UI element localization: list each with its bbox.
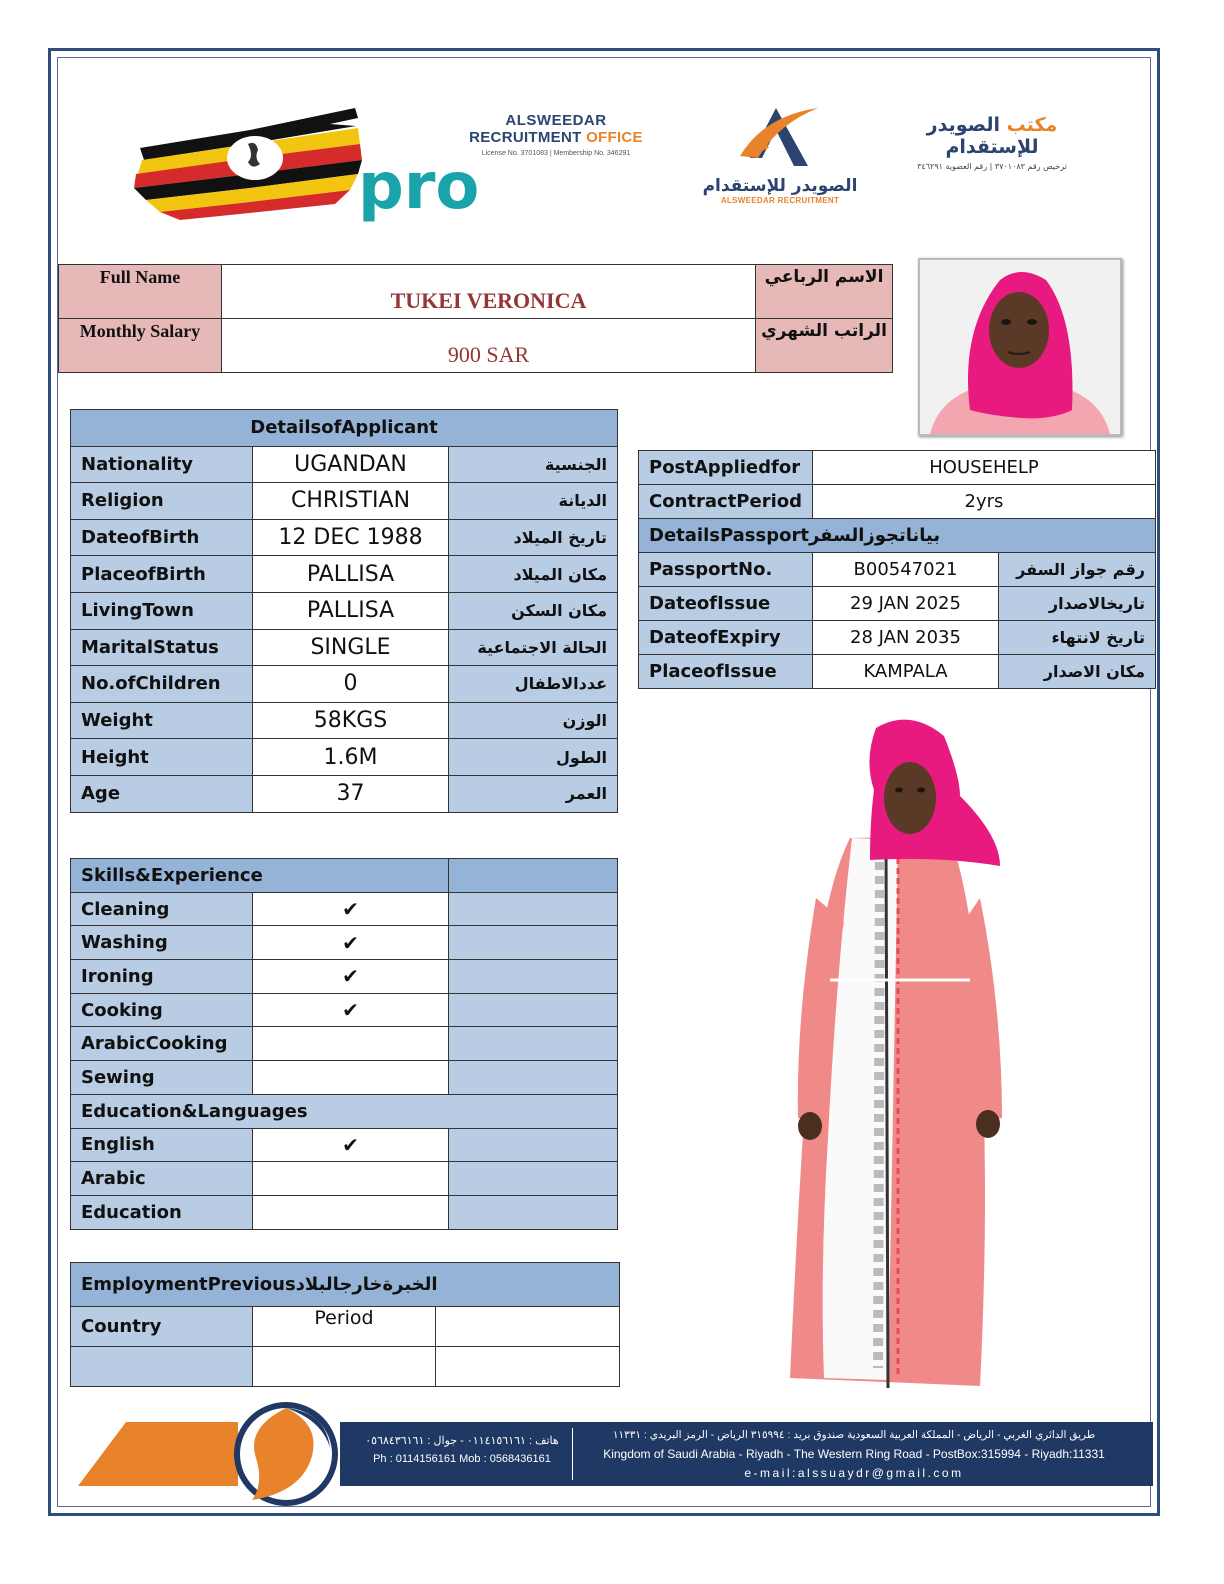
skill-check-cell — [253, 1027, 449, 1061]
details-row-height — [71, 739, 618, 776]
education-label: Arabic — [71, 1162, 253, 1196]
uganda-flag-logo — [130, 100, 480, 230]
footer-divider — [572, 1428, 573, 1480]
details-row-place-of-birth — [71, 556, 618, 593]
details-row-nationality — [71, 446, 618, 483]
passport-row-expiry-date — [639, 621, 1156, 655]
skill-label: Washing — [71, 926, 253, 960]
office-name-line1: ALSWEEDAR — [505, 112, 607, 129]
details-row-living-town — [71, 592, 618, 629]
check-mark-icon: ✔ — [253, 926, 449, 960]
details-label: Weight — [71, 702, 253, 739]
skills-title: Skills&Experience — [71, 859, 449, 893]
footer-phone — [362, 1432, 562, 1468]
skill-label: Sewing — [71, 1061, 253, 1095]
passport-title: DetailsPassportبياناتجوزالسفر — [639, 519, 1156, 553]
education-label: Education — [71, 1195, 253, 1229]
details-arabic-label: الطول — [449, 739, 618, 776]
skills-table — [70, 858, 618, 1230]
passport-arabic-label: تاريخالاصدار — [999, 587, 1156, 621]
employment-period-label: Period — [253, 1307, 436, 1347]
passport-value: B00547021 — [813, 553, 999, 587]
skill-label: Ironing — [71, 960, 253, 994]
details-label: LivingTown — [71, 592, 253, 629]
details-value: 58KGS — [253, 702, 449, 739]
details-value: PALLISA — [253, 592, 449, 629]
education-blank — [449, 1128, 618, 1162]
name-salary-table — [58, 264, 893, 373]
details-value: CHRISTIAN — [253, 483, 449, 520]
skill-blank — [449, 960, 618, 994]
skill-label: ArabicCooking — [71, 1027, 253, 1061]
footer-address-arabic: طريق الدائري الغربي - الرياض - المملكة العربية السعودية صندوق بريد : ٣١٥٩٩٤ الرياض - الرمز البريدي : ١١٣٣١ — [612, 1429, 1096, 1441]
skill-check-cell — [253, 1061, 449, 1095]
office-name-line2 — [456, 129, 656, 146]
skill-label: Cleaning — [71, 892, 253, 926]
footer-address-english: Kingdom of Saudi Arabia - Riyadh - The Western Ring Road - PostBox:315994 - Riyadh:11331 — [603, 1447, 1105, 1461]
passport-arabic-label: رقم جواز السفر — [999, 553, 1156, 587]
passport-row-number — [639, 553, 1156, 587]
employment-title: EmploymentPreviousالخبرةخارجالبلاد — [71, 1263, 620, 1307]
education-blank — [449, 1162, 618, 1196]
alsweedar-a-logo — [700, 104, 860, 212]
passport-value: 28 JAN 2035 — [813, 621, 999, 655]
education-blank — [449, 1195, 618, 1229]
details-arabic-label: الجنسية — [449, 446, 618, 483]
details-row-weight — [71, 702, 618, 739]
skill-blank — [449, 1027, 618, 1061]
footer-phone-arabic: هاتف : ٠١١٤١٥٦١٦١ - جوال : ٠٥٦٨٤٣٦١٦١ — [365, 1435, 559, 1447]
skill-row-cleaning — [71, 892, 618, 926]
passport-row-issue-date — [639, 587, 1156, 621]
skill-row-ironing — [71, 960, 618, 994]
employment-period-cell — [253, 1347, 436, 1387]
education-label: English — [71, 1128, 253, 1162]
details-row-religion — [71, 483, 618, 520]
salary-row — [59, 319, 893, 373]
office-ar-title-b: الصويدر للإستقدام — [926, 114, 1039, 158]
previous-employment-table — [70, 1262, 620, 1387]
check-mark-icon: ✔ — [253, 960, 449, 994]
post-label: ContractPeriod — [639, 485, 813, 519]
details-label: Height — [71, 739, 253, 776]
office-ar-license: ترخيص رقم ٣٧٠١٠٨٣ | رقم العضوية ٣٤٦٢٩١ — [917, 162, 1067, 171]
post-row-contract-period — [639, 485, 1156, 519]
details-arabic-label: الحالة الاجتماعية — [449, 629, 618, 666]
employment-header-row — [71, 1307, 620, 1347]
details-value: 0 — [253, 666, 449, 703]
office-ar-title-a: مكتب — [1006, 114, 1058, 136]
applicant-portrait-photo — [918, 258, 1122, 436]
post-value: HOUSEHELP — [813, 451, 1156, 485]
check-mark-icon: ✔ — [253, 892, 449, 926]
passport-value: 29 JAN 2025 — [813, 587, 999, 621]
skill-blank — [449, 993, 618, 1027]
passport-label: DateofExpiry — [639, 621, 813, 655]
applicant-details-table — [70, 409, 618, 813]
details-value: 12 DEC 1988 — [253, 519, 449, 556]
passport-details-table — [638, 450, 1156, 689]
office-name-office: OFFICE — [586, 129, 643, 146]
details-row-marital-status — [71, 629, 618, 666]
passport-label: PassportNo. — [639, 553, 813, 587]
alsweedar-ar-logo — [880, 114, 1104, 171]
education-row-arabic — [71, 1162, 618, 1196]
footer-address — [586, 1426, 1122, 1483]
check-mark-icon: ✔ — [253, 993, 449, 1027]
details-label: DateofBirth — [71, 519, 253, 556]
education-row-education — [71, 1195, 618, 1229]
details-value: PALLISA — [253, 556, 449, 593]
post-row-applied-for — [639, 451, 1156, 485]
details-arabic-label: عددالاطفال — [449, 666, 618, 703]
details-arabic-label: الوزن — [449, 702, 618, 739]
full-name-row — [59, 265, 893, 319]
salary-value: 900 SAR — [222, 319, 756, 373]
details-row-dob — [71, 519, 618, 556]
education-row-english — [71, 1128, 618, 1162]
employment-country-cell — [71, 1347, 253, 1387]
alsweedar-en-logo — [456, 112, 656, 157]
skill-blank — [449, 892, 618, 926]
education-check-cell — [253, 1162, 449, 1196]
passport-arabic-label: مكان الاصدار — [999, 655, 1156, 689]
passport-label: PlaceofIssue — [639, 655, 813, 689]
full-name-value: TUKEI VERONICA — [222, 265, 756, 319]
skill-label: Cooking — [71, 993, 253, 1027]
details-label: Religion — [71, 483, 253, 520]
passport-row-place-of-issue — [639, 655, 1156, 689]
skill-row-sewing — [71, 1061, 618, 1095]
details-value: 37 — [253, 775, 449, 812]
pro-logo-text: pro — [358, 150, 480, 224]
employment-blank-cell — [436, 1307, 620, 1347]
footer-email: e-mail:alssuaydr@gmail.com — [744, 1466, 964, 1480]
skill-row-cooking — [71, 993, 618, 1027]
details-label: PlaceofBirth — [71, 556, 253, 593]
skills-title-blank — [449, 859, 618, 893]
full-name-arabic-label: الاسم الرباعي — [756, 265, 893, 319]
details-value: SINGLE — [253, 629, 449, 666]
check-mark-icon: ✔ — [253, 1128, 449, 1162]
a-logo-english: ALSWEEDAR RECRUITMENT — [720, 196, 840, 205]
skill-blank — [449, 1061, 618, 1095]
details-row-age — [71, 775, 618, 812]
employment-empty-row — [71, 1347, 620, 1387]
passport-label: DateofIssue — [639, 587, 813, 621]
details-label: Age — [71, 775, 253, 812]
details-label: Nationality — [71, 446, 253, 483]
salary-arabic-label: الراتب الشهري — [756, 319, 893, 373]
office-ar-title — [880, 114, 1104, 158]
education-title: Education&Languages — [71, 1094, 618, 1128]
skill-blank — [449, 926, 618, 960]
details-row-children — [71, 666, 618, 703]
details-label: No.ofChildren — [71, 666, 253, 703]
details-arabic-label: الديانة — [449, 483, 618, 520]
passport-arabic-label: تاريخ لانتهاء — [999, 621, 1156, 655]
a-emblem-icon — [720, 104, 840, 170]
salary-label: Monthly Salary — [59, 319, 222, 373]
skill-row-washing — [71, 926, 618, 960]
details-arabic-label: تاريخ الميلاد — [449, 519, 618, 556]
employment-country-label: Country — [71, 1307, 253, 1347]
footer-phone-english: Ph : 0114156161 Mob : 0568436161 — [373, 1453, 551, 1465]
a-logo-arabic: الصويدر للإستقدام — [702, 176, 858, 196]
post-value: 2yrs — [813, 485, 1156, 519]
details-value: 1.6M — [253, 739, 449, 776]
details-arabic-label: العمر — [449, 775, 618, 812]
details-value: UGANDAN — [253, 446, 449, 483]
full-name-label: Full Name — [59, 265, 222, 319]
passport-value: KAMPALA — [813, 655, 999, 689]
post-label: PostAppliedfor — [639, 451, 813, 485]
applicant-full-body-photo — [790, 718, 1030, 1398]
education-check-cell — [253, 1195, 449, 1229]
skill-row-arabic-cooking — [71, 1027, 618, 1061]
details-arabic-label: مكان الميلاد — [449, 556, 618, 593]
details-title: DetailsofApplicant — [71, 410, 618, 447]
details-arabic-label: مكان السكن — [449, 592, 618, 629]
office-name-recruitment: RECRUITMENT — [469, 129, 582, 146]
employment-blank-cell — [436, 1347, 620, 1387]
details-label: MaritalStatus — [71, 629, 253, 666]
office-license: License No. 3701083 | Membership No. 346291 — [481, 150, 631, 157]
